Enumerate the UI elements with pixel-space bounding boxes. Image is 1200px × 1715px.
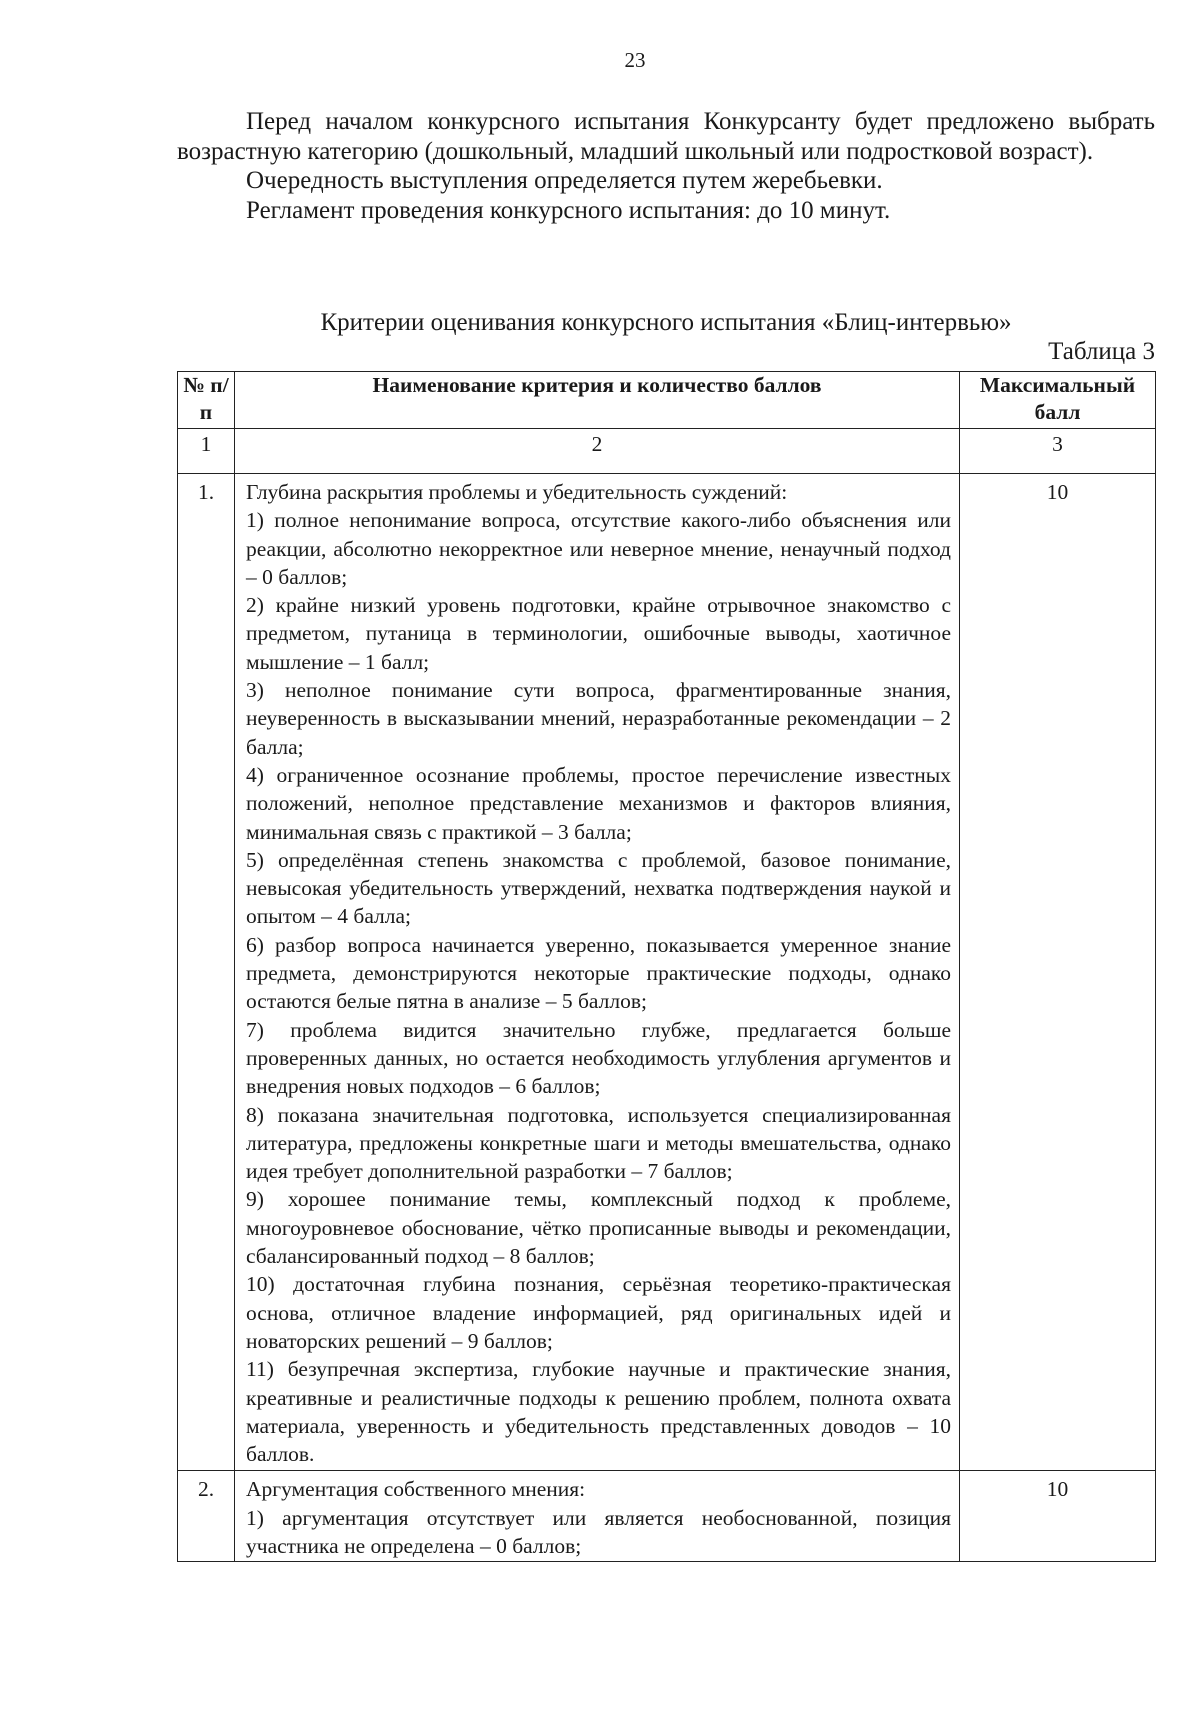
column-number: 3 — [960, 429, 1156, 474]
criterion-description — [235, 474, 960, 1471]
table-row — [178, 1471, 1156, 1562]
intro-paragraph: Перед началом конкурсного испытания Конкурсанту будет предложено выбрать возрастную категорию (дошкольный, младший школьный или подростковой возраст). — [177, 108, 1155, 165]
row-number: 1. — [178, 474, 235, 1471]
score-level: 2) крайне низкий уровень подготовки, крайне отрывочное знакомство с предметом, путаница в терминологии, ошибочные выводы, хаотичное мышление – 1 балл; — [246, 593, 951, 674]
table-header-row — [178, 372, 1156, 429]
row-number: 2. — [178, 1471, 235, 1562]
score-level: 5) определённая степень знакомства с проблемой, базовое понимание, невысокая убедительность утверждений, нехватка подтверждения наукой и опытом – 4 балла; — [246, 847, 951, 929]
table-title: Критерии оценивания конкурсного испытания «Блиц-интервью» — [320, 309, 1012, 336]
criterion-title: Глубина раскрытия проблемы и убедительность суждений: — [246, 480, 788, 504]
column-number: 2 — [235, 429, 960, 474]
score-level: 7) проблема видится значительно глубже, предлагается больше проверенных данных, но остается необходимость углубления аргументов и внедрения новых подходов – 6 баллов; — [246, 1017, 951, 1099]
table-caption: Таблица 3 — [1048, 338, 1155, 365]
header-max: Максимальный балл — [960, 372, 1156, 429]
criteria-table — [177, 371, 1156, 1562]
column-number: 1 — [178, 429, 235, 474]
score-level: 8) показана значительная подготовка, используется специализированная литература, предложены конкретные шаги и методы вмешательства, однако идея требует дополнительной разработки – 7 баллов; — [246, 1102, 951, 1184]
intro-paragraph: Очередность выступления определяется путем жеребьевки. — [246, 167, 883, 194]
header-num: № п/п — [178, 372, 235, 429]
header-name: Наименование критерия и количество баллов — [235, 372, 960, 429]
max-score: 10 — [960, 1471, 1156, 1562]
criterion-title: Аргументация собственного мнения: — [246, 1477, 586, 1502]
score-level: 6) разбор вопроса начинается уверенно, показывается умеренное знание предмета, демонстрируются некоторые практические подходы, однако остаются белые пятна в анализе – 5 баллов; — [246, 932, 951, 1014]
score-level: 9) хорошее понимание темы, комплексный подход к проблеме, многоуровневое обоснование, чётко прописанные выводы и рекомендации, сбалансированный подход – 8 баллов; — [246, 1187, 951, 1269]
score-level: 3) неполное понимание сути вопроса, фрагментированные знания, неуверенность в высказывании мнений, неразработанные рекомендации – 2 балла; — [246, 678, 951, 759]
score-level: 10) достаточная глубина познания, серьёзная теоретико-практическая основа, отличное владение информацией, ряд оригинальных идей и новаторских решений – 9 баллов; — [246, 1272, 951, 1353]
score-level: 11) безупречная экспертиза, глубокие научные и практические знания, креативные и реалистичные подходы к решению проблем, полнота охвата материала, уверенность и убедительность представленных доводов – 10 баллов. — [246, 1357, 951, 1467]
column-number-row — [178, 429, 1156, 474]
intro-text — [177, 107, 1155, 225]
max-score: 10 — [960, 474, 1156, 1471]
score-level: 1) полное непонимание вопроса, отсутствие какого-либо объяснения или реакции, абсолютно некорректное или неверное мнение, ненаучный подход – 0 баллов; — [246, 508, 951, 589]
score-level: 1) аргументация отсутствует или является необоснованной, позиция участника не определена – 0 баллов; — [246, 1505, 951, 1558]
page-number: 23 — [624, 48, 646, 72]
criterion-description — [235, 1471, 960, 1562]
score-level: 4) ограниченное осознание проблемы, простое перечисление известных положений, неполное представление механизмов и факторов влияния, минимальная связь с практикой – 3 балла; — [246, 762, 951, 844]
table-row — [178, 474, 1156, 1471]
intro-paragraph: Регламент проведения конкурсного испытания: до 10 минут. — [246, 196, 891, 224]
